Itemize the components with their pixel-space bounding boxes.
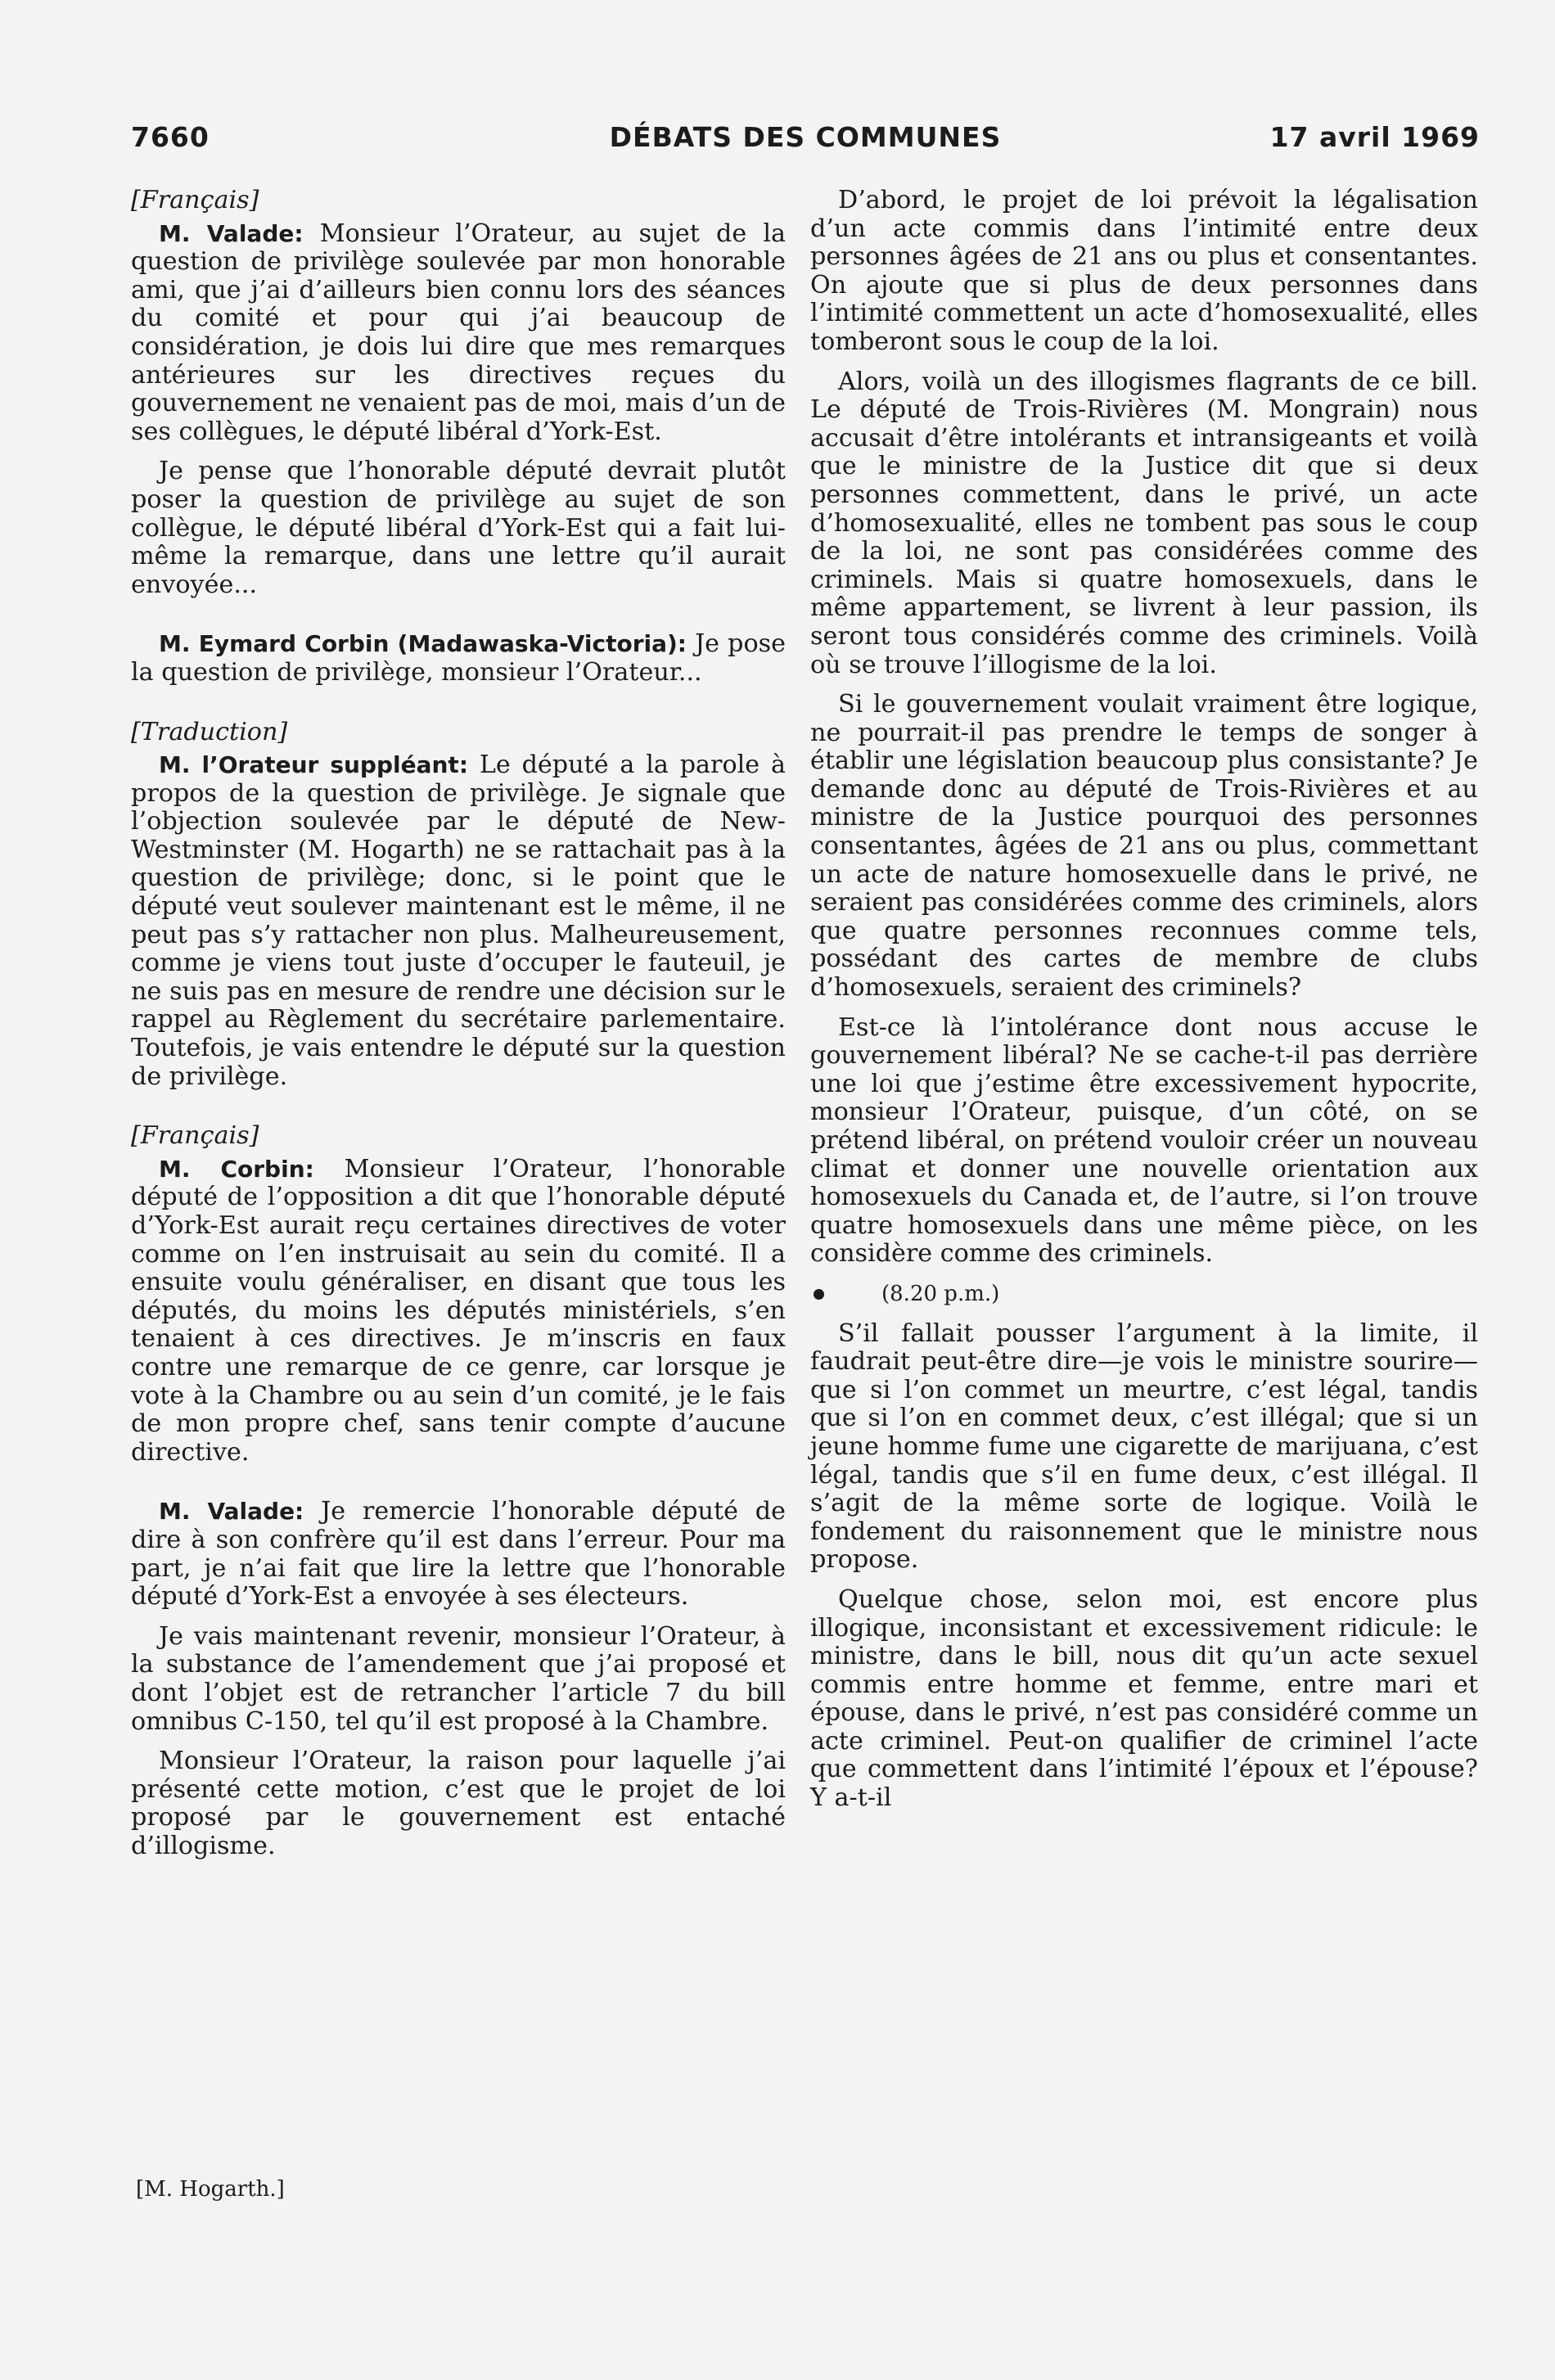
paragraph xyxy=(131,220,786,447)
page-number: 7660 xyxy=(131,121,210,153)
paragraph: D’abord, le projet de loi prévoit la légalisation d’un acte commis dans l’intimité entre deux personnes âgées de 21 ans ou plus et consentantes. On ajoute que si plus de deux personnes dans l’intimité commettent un acte d’homosexualité, elles tomberont sous le coup de la loi. xyxy=(810,186,1478,356)
language-tag: [Français] xyxy=(131,186,259,214)
speech-text: Le député a la parole à propos de la question de privilège. Je signale que l’objection soulevée par le député de New-Westminster (M. Hogarth) ne se rattachait pas à la question de privilège; donc, si le point que le député veut soulever maintenant est le même, il ne peut pas s’y rattacher non plus. Malheureusement, comme je viens tout juste d’occuper le fauteuil, je ne suis pas en mesure de rendre une décision sur le rappel au Règlement du secrétaire parlementaire. Toutefois, je vais entendre le député sur la question de privilège. xyxy=(131,751,786,1091)
paragraph: Je vais maintenant revenir, monsieur l’Orateur, à la substance de l’amendement que j’ai proposé et dont l’objet est de retrancher l’article 7 du bill omnibus C-150, tel qu’il est proposé à la Chambre. xyxy=(131,1621,786,1736)
paragraph xyxy=(131,1498,786,1611)
speaker-name: M. Valade: xyxy=(159,1498,304,1526)
paragraph: Quelque chose, selon moi, est encore plus illogique, inconsistant et excessivement ridicule: le ministre, dans le bill, nous dit qu’un acte sexuel commis entre homme et femme, entre mari et épouse, dans le privé, n’est pas considéré comme un acte criminel. Peut-on qualifier de criminel l’acte que commettent dans l’intimité l’époux et l’épouse? Y a-t-il xyxy=(810,1584,1478,1813)
paragraph: Alors, voilà un des illogismes flagrants de ce bill. Le député de Trois-Rivières (M. Mongrain) nous accusait d’être intolérants et intransigeants et voilà que le ministre de la Justice dit que si deux personnes commettent, dans le privé, un acte d’homosexualité, elles ne tombent pas sous le coup de la loi, ne sont pas considérées comme des criminels. Mais si quatre homosexuels, dans le même appartement, se livrent à leur passion, ils seront tous considérés comme des criminels. Voilà où se trouve l’illogisme de la loi. xyxy=(810,367,1478,679)
page-date: 17 avril 1969 xyxy=(1269,121,1480,153)
paragraph xyxy=(131,630,786,687)
timestamp-text: (8.20 p.m.) xyxy=(881,1281,1000,1306)
footer-speaker-ref: [M. Hogarth.] xyxy=(136,2177,285,2202)
paragraph: Monsieur l’Orateur, la raison pour laquelle j’ai présenté cette motion, c’est que le projet de loi proposé par le gouvernement est entaché d’illogisme. xyxy=(131,1747,786,1860)
right-column xyxy=(810,187,1478,1824)
speaker-name: M. Valade: xyxy=(159,219,304,247)
speech-text: Je remercie l’honorable député de dire à son confrère qu’il est dans l’erreur. Pour ma part, je n’ai fait que lire la lettre que l’honorable député d’York-Est a envoyée à ses électeurs. xyxy=(131,1497,786,1611)
speaker-name: M. Corbin: xyxy=(159,1155,314,1183)
timestamp xyxy=(810,1280,1478,1309)
speaker-name: M. l’Orateur suppléant: xyxy=(159,751,469,779)
paragraph: Je pense que l’honorable député devrait plutôt poser la question de privilège au sujet de son collègue, le député libéral d’York-Est qui a fait lui-même la remarque, dans une lettre qu’il aurait envoyée... xyxy=(131,457,786,599)
speaker-name: M. Eymard Corbin (Madawaska-Victoria): xyxy=(159,630,687,658)
paragraph xyxy=(131,751,786,1091)
language-tag: [Français] xyxy=(131,1121,259,1151)
bullet-icon xyxy=(814,1289,824,1300)
paragraph: Est-ce là l’intolérance dont nous accuse le gouvernement libéral? Ne se cache-t-il pas derrière une loi que j’estime être excessivement hypocrite, monsieur l’Orateur, puisque, d’un côté, on se prétend libéral, on prétend vouloir créer un nouveau climat et donner une nouvelle orientation aux homosexuels du Canada et, de l’autre, si l’on trouve quatre homosexuels dans une même pièce, on les considère comme des criminels. xyxy=(810,1012,1478,1269)
language-tag: [Traduction] xyxy=(131,717,288,746)
left-column xyxy=(131,187,786,1872)
paragraph xyxy=(131,1156,786,1467)
paragraph: Si le gouvernement voulait vraiment être logique, ne pourrait-il pas prendre le temps de songer à établir une législation beaucoup plus consistante? Je demande donc au député de Trois-Rivières et au ministre de la Justice pourquoi des personnes consentantes, âgées de 21 ans ou plus, commettant un acte de nature homosexuelle dans le privé, ne seraient pas considérées comme des criminels, alors que quatre personnes reconnues comme tels, possédant des cartes de membre de clubs d’homosexuels, seraient des criminels? xyxy=(810,690,1478,1003)
speech-text: Monsieur l’Orateur, l’honorable député de l’opposition a dit que l’honorable député d’York-Est aurait reçu certaines directives de voter comme on l’en instruisait au sein du comité. Il a ensuite voulu généraliser, en disant que tous les députés, du moins les députés ministériels, s’en tenaient à ces directives. Je m’inscris en faux contre une remarque de ce genre, car lorsque je vote à la Chambre ou au sein d’un comité, je le fais de mon propre chef, sans tenir compte d’aucune directive. xyxy=(131,1154,786,1467)
publication-title: DÉBATS DES COMMUNES xyxy=(609,121,1002,153)
page-header xyxy=(131,121,1480,167)
speech-text: Je pose la question de privilège, monsieur l’Orateur... xyxy=(131,629,786,687)
speech-text: Monsieur l’Orateur, au sujet de la question de privilège soulevée par mon honorable ami, que j’ai d’ailleurs bien connu lors des séances du comité et pour qui j’ai beaucoup de considération, je dois lui dire que mes remarques antérieures sur les directives reçues du gouvernement ne venaient pas de moi, mais d’un de ses collègues, le député libéral d’York-Est. xyxy=(131,219,786,446)
paragraph: S’il fallait pousser l’argument à la limite, il faudrait peut-être dire—je vois le ministre sourire—que si l’on commet un meurtre, c’est légal, tandis que si l’on en commet deux, c’est illégal; que si un jeune homme fume une cigarette de marijuana, c’est légal, tandis que s’il en fume deux, c’est illégal. Il s’agit de la même sorte de logique. Voilà le fondement du raisonnement que le ministre nous propose. xyxy=(810,1318,1478,1575)
